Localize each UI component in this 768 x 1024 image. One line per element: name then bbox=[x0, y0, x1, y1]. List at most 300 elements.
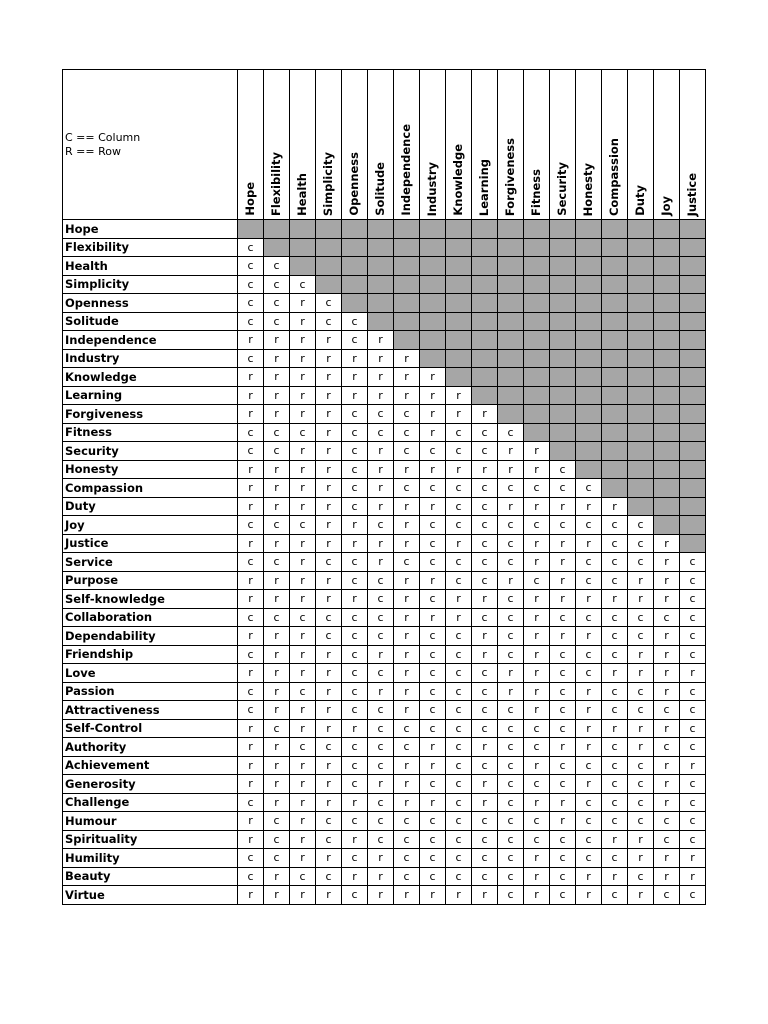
matrix-cell: c bbox=[394, 849, 420, 868]
matrix-cell: c bbox=[420, 553, 446, 572]
table-row bbox=[63, 423, 706, 442]
matrix-cell: c bbox=[472, 830, 498, 849]
matrix-cell: r bbox=[264, 738, 290, 757]
matrix-cell: c bbox=[628, 553, 654, 572]
matrix-cell: c bbox=[680, 719, 706, 738]
matrix-cell: c bbox=[368, 590, 394, 609]
matrix-cell: c bbox=[264, 275, 290, 294]
shaded-cell bbox=[680, 257, 706, 276]
matrix-cell: r bbox=[420, 886, 446, 905]
matrix-cell: r bbox=[290, 534, 316, 553]
matrix-cell: r bbox=[524, 756, 550, 775]
matrix-cell: r bbox=[290, 553, 316, 572]
matrix-cell: c bbox=[420, 479, 446, 498]
matrix-cell: c bbox=[342, 460, 368, 479]
shaded-cell bbox=[394, 257, 420, 276]
matrix-cell: r bbox=[368, 497, 394, 516]
shaded-cell bbox=[654, 460, 680, 479]
matrix-cell: c bbox=[498, 645, 524, 664]
row-label: Love bbox=[63, 664, 238, 683]
shaded-cell bbox=[472, 312, 498, 331]
matrix-cell: r bbox=[290, 497, 316, 516]
matrix-cell: r bbox=[654, 719, 680, 738]
row-label: Friendship bbox=[63, 645, 238, 664]
shaded-cell bbox=[602, 238, 628, 257]
shaded-cell bbox=[602, 405, 628, 424]
row-label: Flexibility bbox=[63, 238, 238, 257]
matrix-cell: r bbox=[316, 386, 342, 405]
matrix-cell: c bbox=[680, 775, 706, 794]
shaded-cell bbox=[446, 294, 472, 313]
table-row bbox=[63, 812, 706, 831]
matrix-cell: c bbox=[368, 738, 394, 757]
matrix-cell: r bbox=[550, 590, 576, 609]
matrix-cell: r bbox=[290, 849, 316, 868]
matrix-cell: c bbox=[420, 590, 446, 609]
matrix-cell: c bbox=[290, 608, 316, 627]
matrix-cell: r bbox=[654, 590, 680, 609]
matrix-cell: r bbox=[290, 701, 316, 720]
shaded-cell bbox=[446, 257, 472, 276]
shaded-cell bbox=[576, 423, 602, 442]
matrix-cell: c bbox=[316, 627, 342, 646]
matrix-cell: r bbox=[524, 460, 550, 479]
shaded-cell bbox=[472, 238, 498, 257]
shaded-cell bbox=[472, 275, 498, 294]
matrix-cell: c bbox=[680, 886, 706, 905]
matrix-cell: c bbox=[628, 793, 654, 812]
shaded-cell bbox=[472, 331, 498, 350]
matrix-cell: r bbox=[342, 719, 368, 738]
table-row bbox=[63, 312, 706, 331]
matrix-cell: r bbox=[264, 405, 290, 424]
matrix-cell: r bbox=[368, 331, 394, 350]
matrix-cell: r bbox=[524, 553, 550, 572]
matrix-cell: r bbox=[576, 534, 602, 553]
shaded-cell bbox=[680, 220, 706, 239]
matrix-cell: r bbox=[628, 886, 654, 905]
matrix-cell: c bbox=[628, 812, 654, 831]
matrix-cell: r bbox=[342, 516, 368, 535]
matrix-body bbox=[63, 220, 706, 905]
column-header-label: Health bbox=[295, 173, 309, 216]
matrix-cell: r bbox=[628, 830, 654, 849]
matrix-cell: c bbox=[290, 423, 316, 442]
matrix-cell: r bbox=[576, 682, 602, 701]
matrix-cell: c bbox=[550, 756, 576, 775]
shaded-cell bbox=[498, 294, 524, 313]
matrix-cell: c bbox=[368, 719, 394, 738]
row-label: Service bbox=[63, 553, 238, 572]
shaded-cell bbox=[524, 257, 550, 276]
matrix-cell: c bbox=[602, 571, 628, 590]
matrix-cell: r bbox=[290, 405, 316, 424]
matrix-cell: c bbox=[368, 627, 394, 646]
matrix-cell: r bbox=[342, 349, 368, 368]
matrix-cell: c bbox=[342, 571, 368, 590]
table-row bbox=[63, 608, 706, 627]
matrix-cell: c bbox=[472, 867, 498, 886]
matrix-cell: r bbox=[316, 664, 342, 683]
matrix-cell: c bbox=[576, 516, 602, 535]
matrix-cell: c bbox=[342, 423, 368, 442]
matrix-cell: r bbox=[290, 812, 316, 831]
matrix-cell: c bbox=[680, 553, 706, 572]
matrix-cell: r bbox=[238, 830, 264, 849]
shaded-cell bbox=[654, 423, 680, 442]
row-label: Passion bbox=[63, 682, 238, 701]
column-header bbox=[680, 70, 706, 220]
table-row bbox=[63, 479, 706, 498]
matrix-cell: c bbox=[316, 294, 342, 313]
matrix-cell: c bbox=[680, 830, 706, 849]
matrix-cell: c bbox=[264, 812, 290, 831]
shaded-cell bbox=[420, 294, 446, 313]
shaded-cell bbox=[290, 257, 316, 276]
table-row bbox=[63, 275, 706, 294]
column-header-label: Knowledge bbox=[451, 144, 465, 216]
shaded-cell bbox=[654, 349, 680, 368]
matrix-cell: c bbox=[472, 812, 498, 831]
matrix-cell: r bbox=[264, 590, 290, 609]
shaded-cell bbox=[550, 368, 576, 387]
matrix-cell: r bbox=[524, 664, 550, 683]
matrix-cell: r bbox=[342, 534, 368, 553]
matrix-cell: c bbox=[446, 701, 472, 720]
shaded-cell bbox=[316, 275, 342, 294]
matrix-cell: r bbox=[342, 386, 368, 405]
matrix-cell: r bbox=[238, 460, 264, 479]
matrix-cell: c bbox=[472, 571, 498, 590]
matrix-cell: c bbox=[342, 479, 368, 498]
matrix-cell: r bbox=[316, 405, 342, 424]
shaded-cell bbox=[576, 220, 602, 239]
matrix-cell: c bbox=[264, 442, 290, 461]
shaded-cell bbox=[628, 368, 654, 387]
matrix-cell: c bbox=[446, 516, 472, 535]
matrix-cell: r bbox=[238, 534, 264, 553]
shaded-cell bbox=[394, 294, 420, 313]
matrix-cell: c bbox=[654, 701, 680, 720]
matrix-cell: r bbox=[420, 571, 446, 590]
matrix-cell: c bbox=[342, 331, 368, 350]
matrix-cell: c bbox=[628, 608, 654, 627]
shaded-cell bbox=[576, 386, 602, 405]
matrix-cell: r bbox=[680, 756, 706, 775]
matrix-cell: r bbox=[368, 682, 394, 701]
matrix-cell: c bbox=[498, 719, 524, 738]
row-label: Humour bbox=[63, 812, 238, 831]
matrix-cell: c bbox=[602, 516, 628, 535]
matrix-cell: c bbox=[420, 645, 446, 664]
matrix-cell: c bbox=[368, 423, 394, 442]
matrix-cell: c bbox=[368, 608, 394, 627]
matrix-cell: r bbox=[680, 664, 706, 683]
matrix-cell: c bbox=[576, 645, 602, 664]
matrix-cell: r bbox=[316, 460, 342, 479]
matrix-cell: c bbox=[628, 682, 654, 701]
row-label: Humility bbox=[63, 849, 238, 868]
matrix-cell: c bbox=[680, 571, 706, 590]
row-label: Learning bbox=[63, 386, 238, 405]
shaded-cell bbox=[498, 257, 524, 276]
row-label: Spirituality bbox=[63, 830, 238, 849]
row-label: Collaboration bbox=[63, 608, 238, 627]
table-row bbox=[63, 349, 706, 368]
matrix-cell: r bbox=[524, 590, 550, 609]
matrix-cell: r bbox=[290, 719, 316, 738]
matrix-cell: r bbox=[602, 830, 628, 849]
matrix-cell: c bbox=[472, 608, 498, 627]
matrix-cell: r bbox=[342, 590, 368, 609]
table-row bbox=[63, 257, 706, 276]
matrix-cell: r bbox=[264, 756, 290, 775]
matrix-cell: c bbox=[498, 886, 524, 905]
column-header-label: Learning bbox=[477, 158, 491, 216]
matrix-cell: c bbox=[602, 701, 628, 720]
matrix-cell: r bbox=[368, 368, 394, 387]
matrix-cell: c bbox=[550, 867, 576, 886]
shaded-cell bbox=[628, 294, 654, 313]
matrix-cell: r bbox=[316, 497, 342, 516]
shaded-cell bbox=[654, 312, 680, 331]
matrix-cell: c bbox=[550, 849, 576, 868]
matrix-cell: c bbox=[654, 608, 680, 627]
column-header-label: Industry bbox=[425, 161, 439, 216]
shaded-cell bbox=[680, 238, 706, 257]
column-header-label: Justice bbox=[685, 172, 699, 216]
shaded-cell bbox=[576, 349, 602, 368]
matrix-cell: r bbox=[472, 793, 498, 812]
matrix-cell: c bbox=[472, 442, 498, 461]
table-row bbox=[63, 516, 706, 535]
matrix-cell: r bbox=[628, 719, 654, 738]
matrix-cell: r bbox=[368, 775, 394, 794]
matrix-cell: c bbox=[576, 608, 602, 627]
table-row bbox=[63, 701, 706, 720]
matrix-cell: c bbox=[446, 830, 472, 849]
matrix-cell: r bbox=[290, 294, 316, 313]
matrix-cell: c bbox=[576, 849, 602, 868]
shaded-cell bbox=[680, 275, 706, 294]
matrix-cell: c bbox=[394, 405, 420, 424]
matrix-cell: c bbox=[498, 830, 524, 849]
column-header-label: Solitude bbox=[373, 162, 387, 216]
shaded-cell bbox=[446, 220, 472, 239]
matrix-cell: c bbox=[680, 701, 706, 720]
matrix-cell: r bbox=[472, 627, 498, 646]
matrix-cell: c bbox=[238, 553, 264, 572]
matrix-cell: c bbox=[576, 812, 602, 831]
matrix-cell: c bbox=[680, 590, 706, 609]
shaded-cell bbox=[472, 220, 498, 239]
matrix-cell: r bbox=[446, 608, 472, 627]
matrix-cell: c bbox=[264, 423, 290, 442]
matrix-cell: r bbox=[342, 830, 368, 849]
matrix-cell: r bbox=[602, 590, 628, 609]
matrix-cell: c bbox=[654, 738, 680, 757]
shaded-cell bbox=[550, 386, 576, 405]
matrix-cell: c bbox=[238, 349, 264, 368]
row-label: Self-Control bbox=[63, 719, 238, 738]
matrix-cell: r bbox=[602, 719, 628, 738]
matrix-cell: c bbox=[680, 738, 706, 757]
matrix-cell: c bbox=[446, 849, 472, 868]
matrix-cell: c bbox=[264, 608, 290, 627]
matrix-cell: c bbox=[498, 849, 524, 868]
matrix-cell: r bbox=[290, 627, 316, 646]
shaded-cell bbox=[316, 257, 342, 276]
matrix-cell: c bbox=[238, 682, 264, 701]
column-header bbox=[524, 70, 550, 220]
row-label: Security bbox=[63, 442, 238, 461]
shaded-cell bbox=[394, 312, 420, 331]
shaded-cell bbox=[498, 220, 524, 239]
matrix-cell: r bbox=[394, 645, 420, 664]
shaded-cell bbox=[602, 312, 628, 331]
matrix-cell: c bbox=[446, 423, 472, 442]
shaded-cell bbox=[550, 275, 576, 294]
shaded-cell bbox=[342, 238, 368, 257]
matrix-cell: c bbox=[368, 405, 394, 424]
matrix-cell: r bbox=[290, 571, 316, 590]
matrix-cell: c bbox=[550, 682, 576, 701]
matrix-cell: r bbox=[394, 756, 420, 775]
matrix-cell: c bbox=[498, 793, 524, 812]
matrix-cell: c bbox=[602, 553, 628, 572]
matrix-cell: c bbox=[446, 867, 472, 886]
matrix-cell: r bbox=[654, 756, 680, 775]
matrix-cell: r bbox=[420, 608, 446, 627]
table-row bbox=[63, 386, 706, 405]
matrix-cell: c bbox=[576, 571, 602, 590]
matrix-cell: c bbox=[446, 627, 472, 646]
matrix-cell: c bbox=[602, 886, 628, 905]
shaded-cell bbox=[498, 275, 524, 294]
header-row bbox=[63, 70, 706, 220]
shaded-cell bbox=[498, 312, 524, 331]
matrix-cell: r bbox=[264, 479, 290, 498]
shaded-cell bbox=[394, 220, 420, 239]
shaded-cell bbox=[680, 516, 706, 535]
matrix-cell: c bbox=[550, 608, 576, 627]
matrix-cell: c bbox=[446, 664, 472, 683]
column-header bbox=[238, 70, 264, 220]
shaded-cell bbox=[446, 312, 472, 331]
matrix-cell: r bbox=[394, 775, 420, 794]
shaded-cell bbox=[602, 349, 628, 368]
matrix-cell: r bbox=[446, 886, 472, 905]
matrix-cell: c bbox=[472, 701, 498, 720]
matrix-cell: c bbox=[472, 553, 498, 572]
shaded-cell bbox=[550, 238, 576, 257]
matrix-cell: c bbox=[368, 516, 394, 535]
matrix-cell: r bbox=[264, 386, 290, 405]
matrix-cell: c bbox=[368, 793, 394, 812]
matrix-cell: r bbox=[264, 627, 290, 646]
matrix-cell: r bbox=[446, 460, 472, 479]
matrix-cell: c bbox=[602, 608, 628, 627]
row-label: Compassion bbox=[63, 479, 238, 498]
matrix-cell: r bbox=[680, 849, 706, 868]
shaded-cell bbox=[628, 312, 654, 331]
matrix-cell: r bbox=[238, 886, 264, 905]
shaded-cell bbox=[238, 220, 264, 239]
matrix-cell: c bbox=[680, 645, 706, 664]
matrix-cell: r bbox=[290, 645, 316, 664]
matrix-cell: c bbox=[420, 682, 446, 701]
shaded-cell bbox=[524, 275, 550, 294]
shaded-cell bbox=[524, 405, 550, 424]
matrix-cell: c bbox=[264, 516, 290, 535]
table-row bbox=[63, 627, 706, 646]
matrix-cell: c bbox=[550, 701, 576, 720]
column-header-label: Flexibility bbox=[269, 151, 283, 216]
matrix-cell: c bbox=[654, 830, 680, 849]
row-label: Industry bbox=[63, 349, 238, 368]
matrix-cell: r bbox=[498, 571, 524, 590]
matrix-cell: r bbox=[550, 812, 576, 831]
matrix-cell: r bbox=[316, 849, 342, 868]
matrix-cell: c bbox=[498, 553, 524, 572]
matrix-cell: r bbox=[290, 312, 316, 331]
shaded-cell bbox=[550, 257, 576, 276]
row-label: Forgiveness bbox=[63, 405, 238, 424]
matrix-cell: c bbox=[264, 294, 290, 313]
matrix-cell: c bbox=[238, 442, 264, 461]
matrix-cell: r bbox=[576, 701, 602, 720]
shaded-cell bbox=[498, 238, 524, 257]
matrix-cell: r bbox=[524, 867, 550, 886]
matrix-cell: c bbox=[420, 775, 446, 794]
shaded-cell bbox=[602, 220, 628, 239]
shaded-cell bbox=[342, 275, 368, 294]
shaded-cell bbox=[654, 257, 680, 276]
matrix-cell: c bbox=[446, 812, 472, 831]
matrix-cell: r bbox=[290, 664, 316, 683]
matrix-cell: r bbox=[342, 867, 368, 886]
matrix-cell: r bbox=[420, 756, 446, 775]
column-header-label: Simplicity bbox=[321, 151, 335, 216]
shaded-cell bbox=[628, 238, 654, 257]
column-header bbox=[576, 70, 602, 220]
matrix-cell: c bbox=[238, 867, 264, 886]
matrix-cell: r bbox=[238, 497, 264, 516]
shaded-cell bbox=[576, 405, 602, 424]
table-row bbox=[63, 682, 706, 701]
matrix-cell: c bbox=[368, 701, 394, 720]
shaded-cell bbox=[472, 257, 498, 276]
matrix-cell: c bbox=[264, 830, 290, 849]
shaded-cell bbox=[498, 405, 524, 424]
matrix-cell: c bbox=[472, 534, 498, 553]
matrix-cell: r bbox=[264, 331, 290, 350]
matrix-cell: c bbox=[316, 867, 342, 886]
matrix-cell: r bbox=[316, 701, 342, 720]
matrix-cell: r bbox=[420, 793, 446, 812]
shaded-cell bbox=[628, 460, 654, 479]
matrix-cell: r bbox=[524, 849, 550, 868]
matrix-cell: r bbox=[446, 386, 472, 405]
matrix-cell: c bbox=[420, 627, 446, 646]
matrix-cell: r bbox=[550, 627, 576, 646]
matrix-cell: r bbox=[420, 386, 446, 405]
matrix-cell: c bbox=[342, 405, 368, 424]
matrix-cell: c bbox=[368, 756, 394, 775]
matrix-cell: r bbox=[316, 756, 342, 775]
matrix-cell: c bbox=[368, 830, 394, 849]
table-row bbox=[63, 793, 706, 812]
